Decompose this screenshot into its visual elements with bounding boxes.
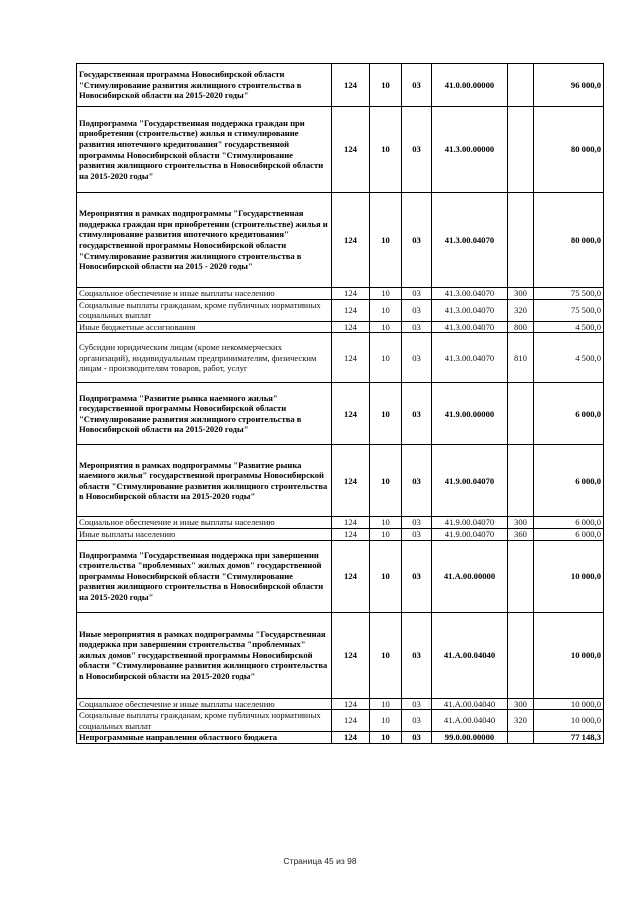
amount-cell: 6 000,0 <box>534 528 604 540</box>
section-code-cell: 10 <box>370 333 402 383</box>
section-code-cell: 10 <box>370 540 402 612</box>
row-name-cell: Социальное обеспечение и иные выплаты населению <box>77 698 332 710</box>
section-code-cell: 10 <box>370 321 402 333</box>
target-article-cell: 41.0.00.00000 <box>432 64 508 107</box>
expense-type-cell <box>508 445 534 517</box>
row-name-cell: Социальное обеспечение и иные выплаты населению <box>77 517 332 529</box>
ved-code-cell: 124 <box>332 107 370 193</box>
table-row <box>77 732 604 744</box>
row-name-cell: Иные выплаты населению <box>77 528 332 540</box>
table-row <box>77 288 604 300</box>
row-name-cell: Подпрограмма "Развитие рынка наемного жилья" государственной программы Новосибирской области "Стимулирование развития жилищного строительства в Новосибирской области на 2015-2020 годы" <box>77 383 332 445</box>
target-article-cell: 41.А.00.00000 <box>432 540 508 612</box>
expense-type-cell <box>508 540 534 612</box>
target-article-cell: 41.А.00.04040 <box>432 698 508 710</box>
subsection-code-cell: 03 <box>402 540 432 612</box>
subsection-code-cell: 03 <box>402 612 432 698</box>
table-row <box>77 321 604 333</box>
subsection-code-cell: 03 <box>402 321 432 333</box>
amount-cell: 75 500,0 <box>534 288 604 300</box>
subsection-code-cell: 03 <box>402 528 432 540</box>
section-code-cell: 10 <box>370 299 402 321</box>
table-row <box>77 383 604 445</box>
target-article-cell: 41.9.00.04070 <box>432 528 508 540</box>
amount-cell: 10 000,0 <box>534 612 604 698</box>
amount-cell: 75 500,0 <box>534 299 604 321</box>
subsection-code-cell: 03 <box>402 288 432 300</box>
page-number: Страница 45 из 98 <box>283 856 357 866</box>
budget-table <box>76 63 604 744</box>
row-name-cell: Социальные выплаты гражданам, кроме публичных нормативных социальных выплат <box>77 710 332 732</box>
amount-cell: 4 500,0 <box>534 321 604 333</box>
target-article-cell: 41.3.00.04070 <box>432 193 508 288</box>
amount-cell: 10 000,0 <box>534 540 604 612</box>
amount-cell: 10 000,0 <box>534 698 604 710</box>
ved-code-cell: 124 <box>332 299 370 321</box>
section-code-cell: 10 <box>370 107 402 193</box>
section-code-cell: 10 <box>370 64 402 107</box>
target-article-cell: 41.А.00.04040 <box>432 612 508 698</box>
section-code-cell: 10 <box>370 445 402 517</box>
target-article-cell: 41.А.00.04040 <box>432 710 508 732</box>
amount-cell: 6 000,0 <box>534 383 604 445</box>
section-code-cell: 10 <box>370 528 402 540</box>
subsection-code-cell: 03 <box>402 333 432 383</box>
expense-type-cell <box>508 612 534 698</box>
expense-type-cell: 320 <box>508 710 534 732</box>
section-code-cell: 10 <box>370 383 402 445</box>
budget-table-body <box>77 64 604 744</box>
row-name-cell: Социальное обеспечение и иные выплаты населению <box>77 288 332 300</box>
table-row <box>77 193 604 288</box>
ved-code-cell: 124 <box>332 288 370 300</box>
table-row <box>77 333 604 383</box>
expense-type-cell: 300 <box>508 288 534 300</box>
section-code-cell: 10 <box>370 698 402 710</box>
target-article-cell: 41.9.00.04070 <box>432 517 508 529</box>
table-row <box>77 107 604 193</box>
amount-cell: 4 500,0 <box>534 333 604 383</box>
budget-table-container <box>76 63 603 744</box>
table-row <box>77 517 604 529</box>
ved-code-cell: 124 <box>332 698 370 710</box>
row-name-cell: Субсидии юридическим лицам (кроме некоммерческих организаций), индивидуальным предпринимателям, физическим лицам - производителям товаров, работ, услуг <box>77 333 332 383</box>
target-article-cell: 41.9.00.00000 <box>432 383 508 445</box>
subsection-code-cell: 03 <box>402 698 432 710</box>
table-row <box>77 64 604 107</box>
subsection-code-cell: 03 <box>402 193 432 288</box>
expense-type-cell <box>508 107 534 193</box>
amount-cell: 96 000,0 <box>534 64 604 107</box>
row-name-cell: Непрограммные направления областного бюджета <box>77 732 332 744</box>
row-name-cell: Мероприятия в рамках подпрограммы "Государственная поддержка граждан при приобретении (строительстве) жилья и стимулирование развития ипотечного кредитования" государственной программы Новосибирской области "Стимулирование развития жилищного строительства в Новосибирской области на 2015 - 2020 годы" <box>77 193 332 288</box>
amount-cell: 80 000,0 <box>534 193 604 288</box>
row-name-cell: Подпрограмма "Государственная поддержка при завершении строительства "проблемных" жилых домов" государственной программы Новосибирской области "Стимулирование развития жилищного строительства в Новосибирской области на 2015-2020 годы" <box>77 540 332 612</box>
ved-code-cell: 124 <box>332 528 370 540</box>
table-row <box>77 540 604 612</box>
section-code-cell: 10 <box>370 612 402 698</box>
section-code-cell: 10 <box>370 288 402 300</box>
subsection-code-cell: 03 <box>402 299 432 321</box>
table-row <box>77 612 604 698</box>
amount-cell: 6 000,0 <box>534 445 604 517</box>
expense-type-cell: 360 <box>508 528 534 540</box>
ved-code-cell: 124 <box>332 710 370 732</box>
table-row <box>77 299 604 321</box>
expense-type-cell: 320 <box>508 299 534 321</box>
amount-cell: 80 000,0 <box>534 107 604 193</box>
target-article-cell: 41.3.00.04070 <box>432 321 508 333</box>
expense-type-cell <box>508 383 534 445</box>
expense-type-cell <box>508 64 534 107</box>
target-article-cell: 41.9.00.04070 <box>432 445 508 517</box>
ved-code-cell: 124 <box>332 517 370 529</box>
section-code-cell: 10 <box>370 517 402 529</box>
ved-code-cell: 124 <box>332 193 370 288</box>
table-row <box>77 698 604 710</box>
ved-code-cell: 124 <box>332 612 370 698</box>
target-article-cell: 41.3.00.04070 <box>432 288 508 300</box>
subsection-code-cell: 03 <box>402 64 432 107</box>
row-name-cell: Иные бюджетные ассигнования <box>77 321 332 333</box>
subsection-code-cell: 03 <box>402 732 432 744</box>
row-name-cell: Мероприятия в рамках подпрограммы "Развитие рынка наемного жилья" государственной программы Новосибирской области "Стимулирование развития жилищного строительства в Новосибирской области на 2015-2020 годы" <box>77 445 332 517</box>
section-code-cell: 10 <box>370 732 402 744</box>
table-row <box>77 445 604 517</box>
expense-type-cell <box>508 732 534 744</box>
amount-cell: 77 148,3 <box>534 732 604 744</box>
row-name-cell: Социальные выплаты гражданам, кроме публичных нормативных социальных выплат <box>77 299 332 321</box>
subsection-code-cell: 03 <box>402 517 432 529</box>
ved-code-cell: 124 <box>332 333 370 383</box>
ved-code-cell: 124 <box>332 732 370 744</box>
expense-type-cell <box>508 193 534 288</box>
ved-code-cell: 124 <box>332 445 370 517</box>
target-article-cell: 41.3.00.00000 <box>432 107 508 193</box>
expense-type-cell: 800 <box>508 321 534 333</box>
amount-cell: 6 000,0 <box>534 517 604 529</box>
ved-code-cell: 124 <box>332 321 370 333</box>
section-code-cell: 10 <box>370 193 402 288</box>
subsection-code-cell: 03 <box>402 107 432 193</box>
amount-cell: 10 000,0 <box>534 710 604 732</box>
target-article-cell: 41.3.00.04070 <box>432 333 508 383</box>
row-name-cell: Подпрограмма "Государственная поддержка граждан при приобретении (строительстве) жилья и стимулирование развития ипотечного кредитования" государственной программы Новосибирской области "Стимулирование развития жилищного строительства в Новосибирской области на 2015-2020 годы" <box>77 107 332 193</box>
expense-type-cell: 300 <box>508 698 534 710</box>
table-row <box>77 528 604 540</box>
subsection-code-cell: 03 <box>402 383 432 445</box>
expense-type-cell: 810 <box>508 333 534 383</box>
row-name-cell: Иные мероприятия в рамках подпрограммы "Государственная поддержка при завершении строительства "проблемных" жилых домов" государственной программы Новосибирской области "Стимулирование развития жилищного строительства в Новосибирской области на 2015-2020 годы" <box>77 612 332 698</box>
target-article-cell: 41.3.00.04070 <box>432 299 508 321</box>
section-code-cell: 10 <box>370 710 402 732</box>
row-name-cell: Государственная программа Новосибирской области "Стимулирование развития жилищного строительства в Новосибирской области на 2015-2020 годы" <box>77 64 332 107</box>
subsection-code-cell: 03 <box>402 710 432 732</box>
target-article-cell: 99.0.00.00000 <box>432 732 508 744</box>
subsection-code-cell: 03 <box>402 445 432 517</box>
table-row <box>77 710 604 732</box>
ved-code-cell: 124 <box>332 64 370 107</box>
ved-code-cell: 124 <box>332 540 370 612</box>
ved-code-cell: 124 <box>332 383 370 445</box>
expense-type-cell: 300 <box>508 517 534 529</box>
